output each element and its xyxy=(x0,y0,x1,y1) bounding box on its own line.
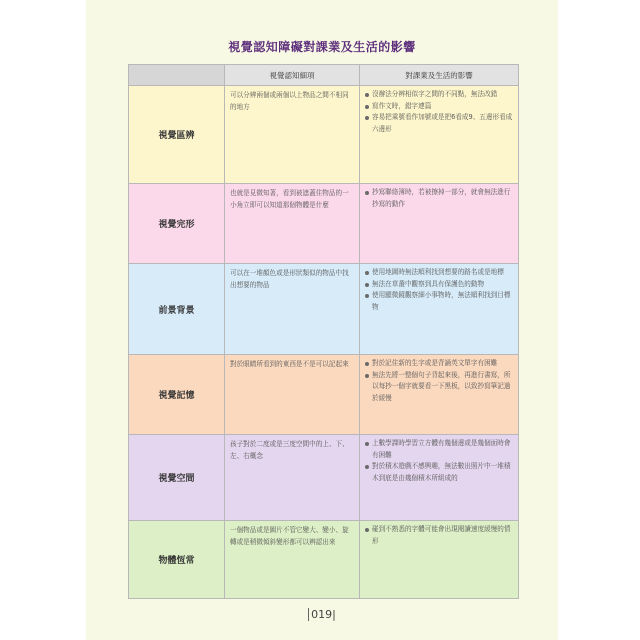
impact-item: 抄寫聯絡簿時，若被擦掉一部分，就會無法進行抄寫的動作 xyxy=(365,187,513,210)
impact-item: 使用顯微鏡觀察細小事物時，無法順利找到目標物 xyxy=(365,290,513,313)
table-row xyxy=(129,264,519,355)
impact-list xyxy=(365,524,513,547)
impact-list xyxy=(365,187,513,210)
row-category: 視覺空間 xyxy=(129,435,225,521)
row-impacts xyxy=(360,355,519,435)
row-impacts xyxy=(360,521,519,599)
table-row xyxy=(129,86,519,184)
impact-item: 碰到不熟悉的字體可能會出現閱讀速度緩慢的情形 xyxy=(365,524,513,547)
impact-list xyxy=(365,358,513,404)
impact-item: 上數學課時學習立方體有幾個邊或是幾個面時會有困難 xyxy=(365,438,513,461)
row-description: 可以分辨兩個或兩個以上物品之間不相同的地方 xyxy=(225,86,360,184)
impact-item: 容易把乘號看作加號或是把6看成9、五邊形看成六邊形 xyxy=(365,112,513,135)
visual-perception-table xyxy=(128,64,519,599)
impact-item: 無法在草叢中觀察到具有保護色的動物 xyxy=(365,279,513,291)
row-impacts xyxy=(360,86,519,184)
impact-item: 無法先將一整個句子背起來後，再進行書寫，所以每抄一個字就要看一下黑板，以致抄寫筆記過於緩慢 xyxy=(365,370,513,405)
page-title: 視覺認知障礙對課業及生活的影響 xyxy=(228,40,416,54)
row-impacts xyxy=(360,184,519,264)
impact-item: 使用地圖時無法順利找到想要的路名或是地標 xyxy=(365,267,513,279)
header-subitem: 視覺認知細項 xyxy=(225,65,360,86)
table-row xyxy=(129,435,519,521)
row-category: 視覺區辨 xyxy=(129,86,225,184)
impact-list xyxy=(365,89,513,135)
table-row xyxy=(129,355,519,435)
book-page xyxy=(86,0,558,640)
table-header-row xyxy=(129,65,519,86)
table-row xyxy=(129,184,519,264)
impact-item: 對於積木遊戲不感興趣，無法數出照片中一堆積木到底是由幾個積木所組成的 xyxy=(365,461,513,484)
row-category: 視覺完形 xyxy=(129,184,225,264)
impact-item: 對於記住新的生字或是背誦英文單字有困難 xyxy=(365,358,513,370)
impact-list xyxy=(365,267,513,313)
row-description: 也就是見微知著，看到被遮蓋住物品的一小角立即可以知道那個物體是什麼 xyxy=(225,184,360,264)
row-category: 前景背景 xyxy=(129,264,225,355)
row-description: 可以在一堆顏色或是形狀類似的物品中找出想要的物品 xyxy=(225,264,360,355)
row-impacts xyxy=(360,264,519,355)
table-row xyxy=(129,521,519,599)
row-description: 一個物品或是圖片不管它變大、變小、旋轉或是稍微傾斜變形都可以辨認出來 xyxy=(225,521,360,599)
page-number: 019| xyxy=(86,608,558,621)
row-impacts xyxy=(360,435,519,521)
impact-item: 沒辦法分辨相似字之間的不同點，無法改錯 xyxy=(365,89,513,101)
impact-list xyxy=(365,438,513,484)
row-description: 孩子對於二度或是三度空間中的上、下、左、右概念 xyxy=(225,435,360,521)
row-category: 視覺記憶 xyxy=(129,355,225,435)
impact-item: 寫作文時，錯字連篇 xyxy=(365,101,513,113)
header-corner-cell xyxy=(129,65,225,86)
row-category: 物體恆常 xyxy=(129,521,225,599)
row-description: 對於眼睛所看到的東西是不是可以記起來 xyxy=(225,355,360,435)
header-impact: 對課業及生活的影響 xyxy=(360,65,519,86)
